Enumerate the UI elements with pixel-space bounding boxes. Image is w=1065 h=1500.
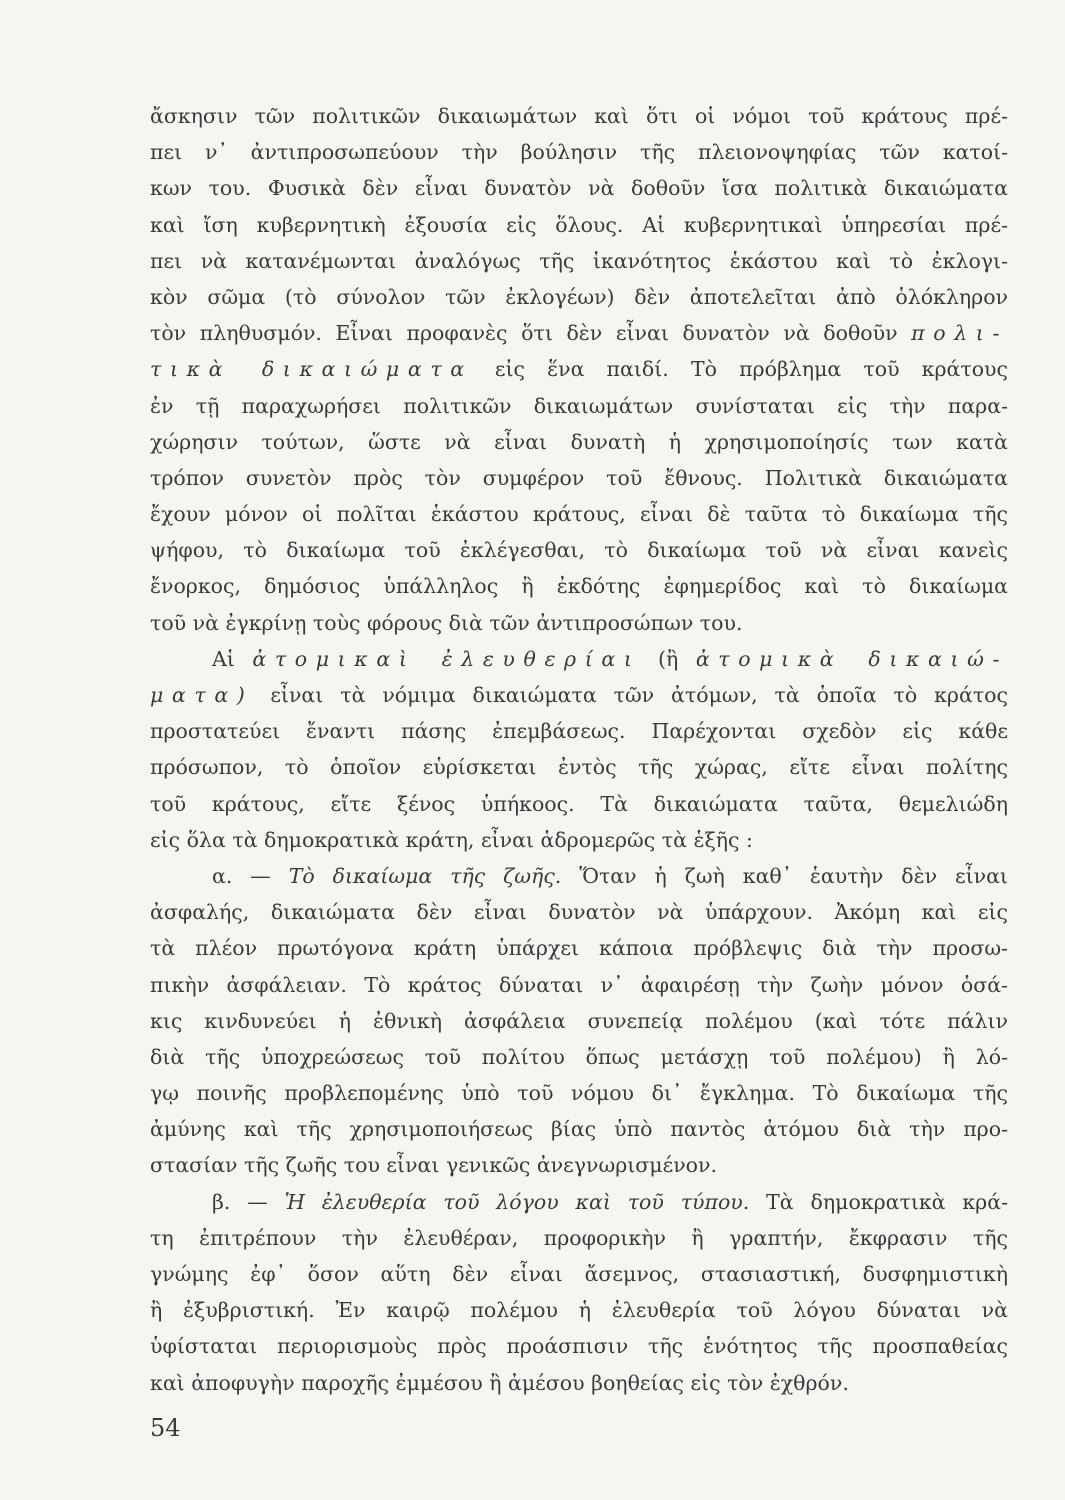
text-line [150,822,1008,858]
text-segment: α. — [212,863,289,888]
text-segment: ἔνορκος, δημόσιος ὑπάλληλος ἢ ἐκδότης ἐφημερίδος καὶ τὸ δικαίωμα [150,574,1008,599]
text-segment: ἀσφαλής, δικαιώματα δὲν εἶναι δυνατὸν νὰ ὑπάρχουν. Ἀκόμη καὶ εἰς [150,900,1008,925]
spaced-emphasis-text: πολι- [911,321,1008,346]
text-segment: πει νὰ κατανέμωνται ἀναλόγως τῆς ἱκανότητος ἑκάστου καὶ τὸ ἐκλογι- [150,248,1008,273]
text-segment: τὸν πληθυσμόν. Εἶναι προφανὲς ὅτι δὲν εἶναι δυνατὸν νὰ δοθοῦν [150,321,912,346]
text-segment: ἐν τῇ παραχωρήσει πολιτικῶν δικαιωμάτων συνίσταται εἰς τὴν παρα- [150,393,1008,418]
text-line [150,1256,1008,1292]
text-line [150,207,1008,243]
text-line [150,98,1008,134]
text-segment: κων του. Φυσικὰ δὲν εἶναι δυνατὸν νὰ δοθοῦν ἴσα πολιτικὰ δικαιώματα [150,176,1008,201]
text-line [150,1328,1008,1364]
text-segment: Τὰ δημοκρατικὰ κρά- [749,1189,1009,1214]
text-segment: κὸν σῶμα (τὸ σύνολον τῶν ἐκλογέων) δὲν ἀποτελεῖται ἀπὸ ὁλόκληρον [150,284,1008,309]
text-line [150,605,1008,641]
text-segment: κις κινδυνεύει ἡ ἐθνικὴ ἀσφάλεια συνεπείᾳ πολέμου (καὶ τότε πάλιν [150,1008,1008,1033]
text-line [150,858,1008,894]
spaced-emphasis-text: ἀτομικαὶ ἐλευθερίαι [252,646,641,671]
text-segment: εἰς ὅλα τὰ δημοκρατικὰ κράτη, εἶναι ἁδρομερῶς τὰ ἑξῆς : [150,827,753,852]
text-line [150,641,1008,677]
text-segment: χώρησιν τούτων, ὥστε νὰ εἶναι δυνατὴ ἡ χρησιμοποίησίς των κατὰ [150,429,1008,454]
text-line [150,568,1008,604]
text-segment: Ὅταν ἡ ζωὴ καθ᾽ ἑαυτὴν δὲν εἶναι [561,863,1008,888]
text-line [150,713,1008,749]
text-segment: προστατεύει ἔναντι πάσης ἐπεμβάσεως. Παρέχονται σχεδὸν εἰς κάθε [150,719,1008,744]
text-line [150,894,1008,930]
text-line [150,1184,1008,1220]
text-line [150,243,1008,279]
text-segment: β. — [212,1189,285,1214]
text-line [150,424,1008,460]
text-segment: καὶ ἴση κυβερνητικὴ ἐξουσία εἰς ὅλους. Αἱ κυβερνητικαὶ ὑπηρεσίαι πρέ- [150,212,1008,237]
text-segment: τοῦ κράτους, εἴτε ξένος ὑπήκοος. Τὰ δικαιώματα ταῦτα, θεμελιώδη [150,791,1008,816]
text-segment: στασίαν τῆς ζωῆς του εἶναι γενικῶς ἀνεγνωρισμένον. [150,1153,718,1178]
text-segment: καὶ ἀποφυγὴν παροχῆς ἐμμέσου ἢ ἀμέσου βοηθείας εἰς τὸν ἐχθρόν. [150,1370,849,1395]
italic-heading-text: Τὸ δικαίωμα τῆς ζωῆς. [288,863,562,888]
text-segment: ἀμύνης καὶ τῆς χρησιμοποιήσεως βίας ὑπὸ παντὸς ἀτόμου διὰ τὴν προ- [150,1117,1008,1142]
spaced-emphasis-text: τικὰ δικαιώματα [150,357,473,382]
text-segment: διὰ τῆς ὑποχρεώσεως τοῦ πολίτου ὅπως μετάσχῃ τοῦ πολέμου) ἢ λό- [150,1044,1008,1069]
text-line [150,1220,1008,1256]
text-segment: (ἢ [640,646,696,671]
spaced-emphasis-text: ἀτομικὰ δικαιώ- [695,646,1009,671]
text-segment: γῳ ποινῆς προβλεπομένης ὑπὸ τοῦ νόμου δι᾽ ἔγκλημα. Τὸ δικαίωμα τῆς [150,1081,1008,1106]
text-segment: γνώμης ἐφ᾽ ὅσον αὕτη δὲν εἶναι ἄσεμνος, στασιαστική, δυσφημιστικὴ [150,1262,1008,1286]
text-segment: ἢ ἐξυβριστική. Ἐν καιρῷ πολέμου ἡ ἐλευθερία τοῦ λόγου δύναται νὰ [150,1298,1008,1323]
text-segment: τη ἐπιτρέπουν τὴν ἐλευθέραν, προφορικὴν ἢ γραπτήν, ἔκφρασιν τῆς [150,1225,1008,1250]
text-line [150,460,1008,496]
text-line [150,1075,1008,1111]
text-segment: τὰ πλέον πρωτόγονα κράτη ὑπάρχει κάποια πρόβλεψις διὰ τὴν προσω- [150,936,1008,961]
text-line [150,930,1008,966]
text-line [150,532,1008,568]
text-line [150,786,1008,822]
text-segment: τοῦ νὰ ἐγκρίνῃ τοὺς φόρους διὰ τῶν ἀντιπροσώπων του. [150,610,743,635]
text-line [150,388,1008,424]
text-segment: τρόπον συνετὸν πρὸς τὸν συμφέρον τοῦ ἔθνους. Πολιτικὰ δικαιώματα [150,465,1008,490]
text-line [150,1039,1008,1075]
text-segment: Αἱ [212,646,253,671]
text-line [150,351,1008,387]
text-line [150,279,1008,315]
page-body [150,98,1008,1401]
text-line [150,749,1008,785]
text-segment: πικὴν ἀσφάλειαν. Τὸ κράτος δύναται ν᾽ ἀφαιρέσῃ τὴν ζωὴν μόνον ὁσά- [150,972,1008,997]
text-line [150,134,1008,170]
text-line [150,677,1008,713]
text-line [150,1365,1008,1401]
text-segment: εἰς ἕνα παιδί. Τὸ πρόβλημα τοῦ κράτους [472,357,1008,382]
text-line [150,496,1008,532]
text-segment: πρόσωπον, τὸ ὁποῖον εὑρίσκεται ἐντὸς τῆς χώρας, εἴτε εἶναι πολίτης [150,755,1008,780]
text-line [150,1003,1008,1039]
text-segment: ψήφου, τὸ δικαίωμα τοῦ ἐκλέγεσθαι, τὸ δικαίωμα τοῦ νὰ εἶναι κανεὶς [150,538,1008,563]
text-segment: πει ν᾽ ἀντιπροσωπεύουν τὴν βούλησιν τῆς πλειονοψηφίας τῶν κατοί- [150,140,1008,165]
text-line [150,967,1008,1003]
text-line [150,1111,1008,1147]
spaced-emphasis-text: ματα) [150,683,254,707]
italic-heading-text: Ἡ ἐλευθερία τοῦ λόγου καὶ τοῦ τύπου. [284,1189,750,1214]
text-line [150,1147,1008,1183]
text-segment: ἔχουν μόνον οἱ πολῖται ἑκάστου κράτους, εἶναι δὲ ταῦτα τὸ δικαίωμα τῆς [150,502,1008,527]
text-segment: ἄσκησιν τῶν πολιτικῶν δικαιωμάτων καὶ ὅτι οἱ νόμοι τοῦ κράτους πρέ- [150,104,1008,128]
page-number: 54 [150,1414,181,1442]
text-line [150,1292,1008,1328]
text-segment: ὑφίσταται περιορισμοὺς πρὸς προάσπισιν τῆς ἑνότητος τῆς προσπαθείας [150,1334,1008,1359]
text-segment: εἶναι τὰ νόμιμα δικαιώματα τῶν ἀτόμων, τὰ ὁποῖα τὸ κράτος [253,683,1008,707]
text-line [150,315,1008,351]
text-line [150,170,1008,206]
